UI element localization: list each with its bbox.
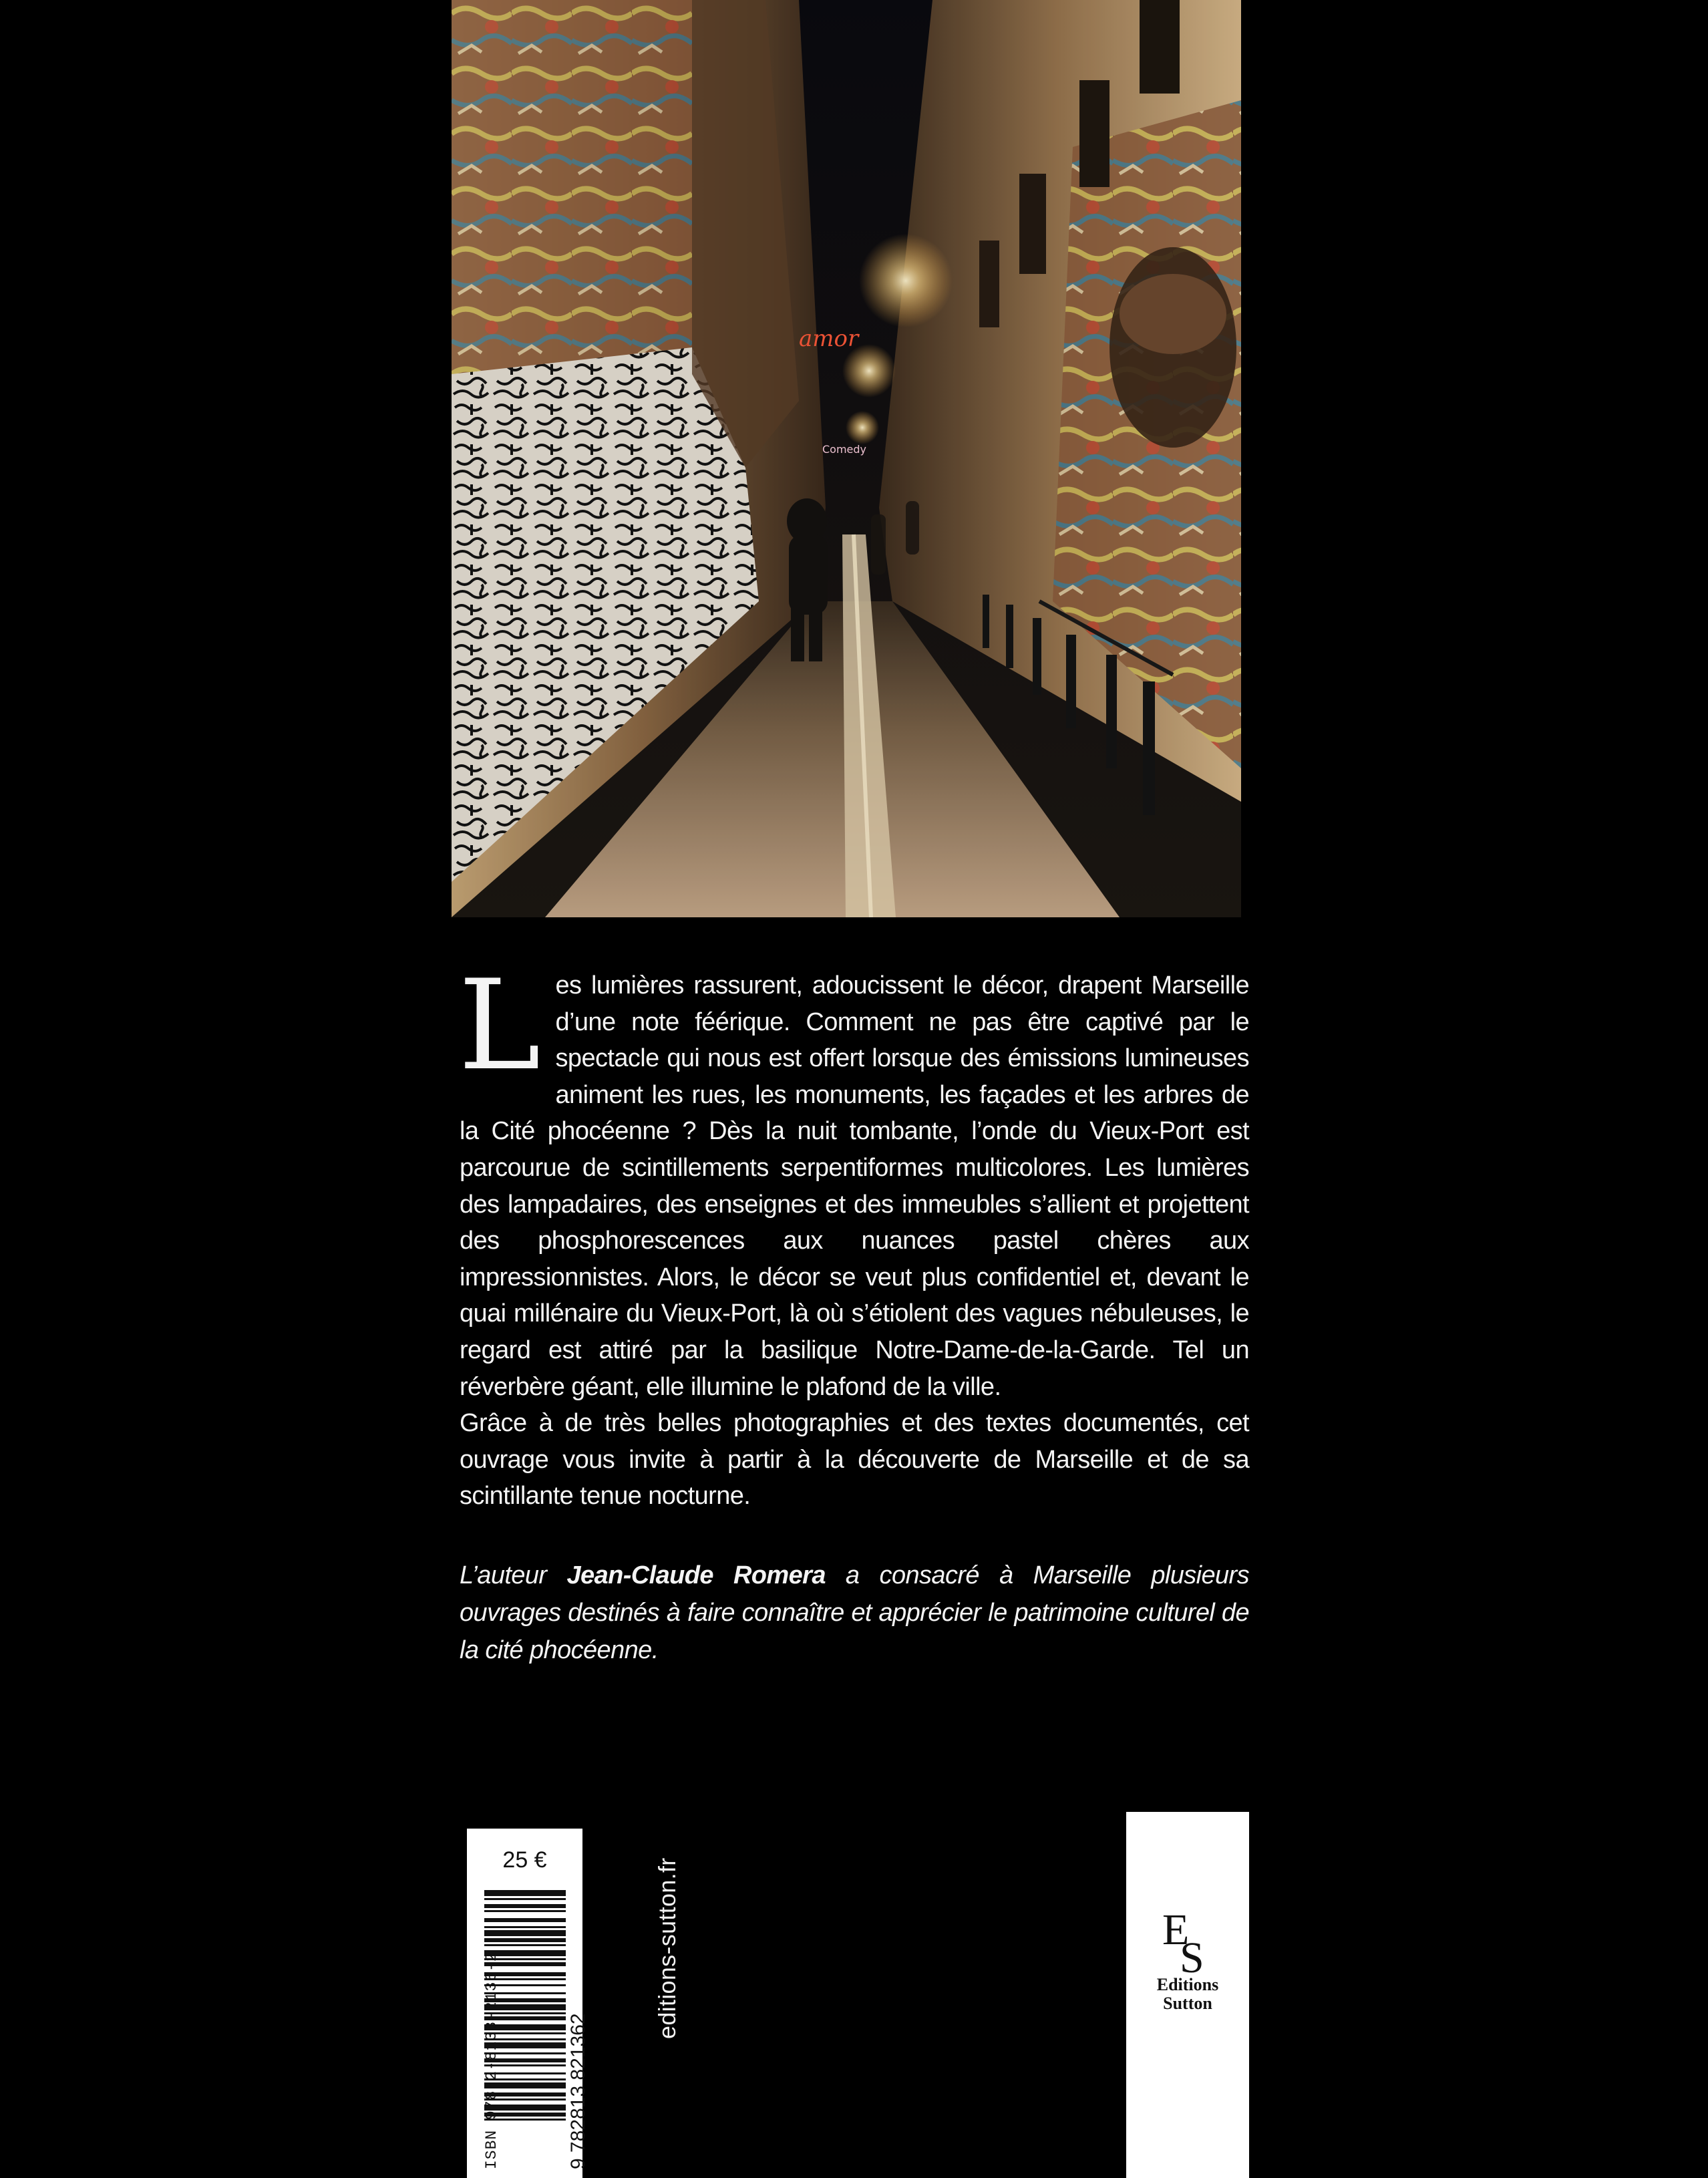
blurb-paragraph-1-text: es lumières rassurent, adoucissent le décor, drapent Marseille d’une note féérique. Comment ne pas être captivé par le spectacle qui nous est offert lorsque des émissions lumineuses animent les rues, les monuments, les façades et les arbres de la Cité phocéenne ? Dès la nuit tombante, l’onde du Vieux-Port est parcourue de scintillements serpentiformes multicolores. Les lumières des lampadaires, des enseignes et des immeubles s’allient et projettent des phosphorescences aux nuances pastel chères aux impressionnistes. Alors, le décor se veut plus confidentiel et, devant le quai millénaire du Vieux-Port, là où s’étiolent des vagues nébuleuses, le regard est attiré par la basilique Notre-Dame-de-la-Garde. Tel un réverbère géant, elle illumine le plafond de la ville. bbox=[460, 971, 1249, 1401]
barcode-bar bbox=[484, 1890, 566, 1896]
publisher-name-line-2: Sutton bbox=[1163, 1994, 1212, 2013]
author-note-prefix: L’auteur bbox=[460, 1561, 567, 1589]
barcode-bar bbox=[484, 1930, 566, 1936]
author-name: Jean-Claude Romera bbox=[566, 1561, 826, 1589]
neon-sign-amor: amor bbox=[799, 325, 859, 352]
logo-letter-e: E bbox=[1162, 1905, 1190, 1954]
barcode-bar bbox=[484, 1910, 566, 1912]
author-note bbox=[460, 1557, 1249, 1669]
drop-cap: L bbox=[458, 953, 541, 1098]
barcode-bar bbox=[484, 1938, 566, 1942]
cover-photo bbox=[452, 0, 1241, 917]
barcode-panel bbox=[467, 1829, 589, 2178]
ean-digits: 9 782813 821362 bbox=[567, 2013, 589, 2169]
barcode-bar bbox=[484, 1918, 566, 1922]
night-alley-illustration bbox=[452, 0, 1241, 917]
price-label: 25 € bbox=[502, 1847, 547, 1873]
logo-letter-s: S bbox=[1180, 1933, 1204, 1979]
author-note-suffix: a consacré à Marseille plusieurs ouvrages destinés à faire connaître et apprécier le patrimoine culturel de la cité phocéenne. bbox=[460, 1561, 1250, 1664]
blurb-paragraph-2: Grâce à de très belles photographies et des textes documentés, cet ouvrage vous invite à partir à la découverte de Marseille et de sa scintillante tenue nocturne. bbox=[460, 1409, 1249, 1511]
back-cover-blurb bbox=[458, 953, 1249, 1515]
neon-sign-comedy: Comedy bbox=[822, 443, 867, 456]
barcode-bar bbox=[484, 1898, 566, 1900]
barcode-bar bbox=[484, 1926, 566, 1928]
publisher-website: editions-sutton.fr bbox=[653, 1857, 681, 2039]
barcode-bar bbox=[484, 1904, 566, 1908]
publisher-name-line-1: Editions bbox=[1156, 1975, 1219, 1994]
blurb-paragraph-1 bbox=[458, 953, 1249, 1405]
publisher-logo-panel bbox=[1126, 1812, 1249, 2178]
isbn-number: ISBN 978-2-8138-2136-2 bbox=[483, 1952, 500, 2169]
publisher-logo-mark bbox=[1160, 1905, 1216, 1979]
barcode-bar bbox=[484, 1944, 566, 1946]
